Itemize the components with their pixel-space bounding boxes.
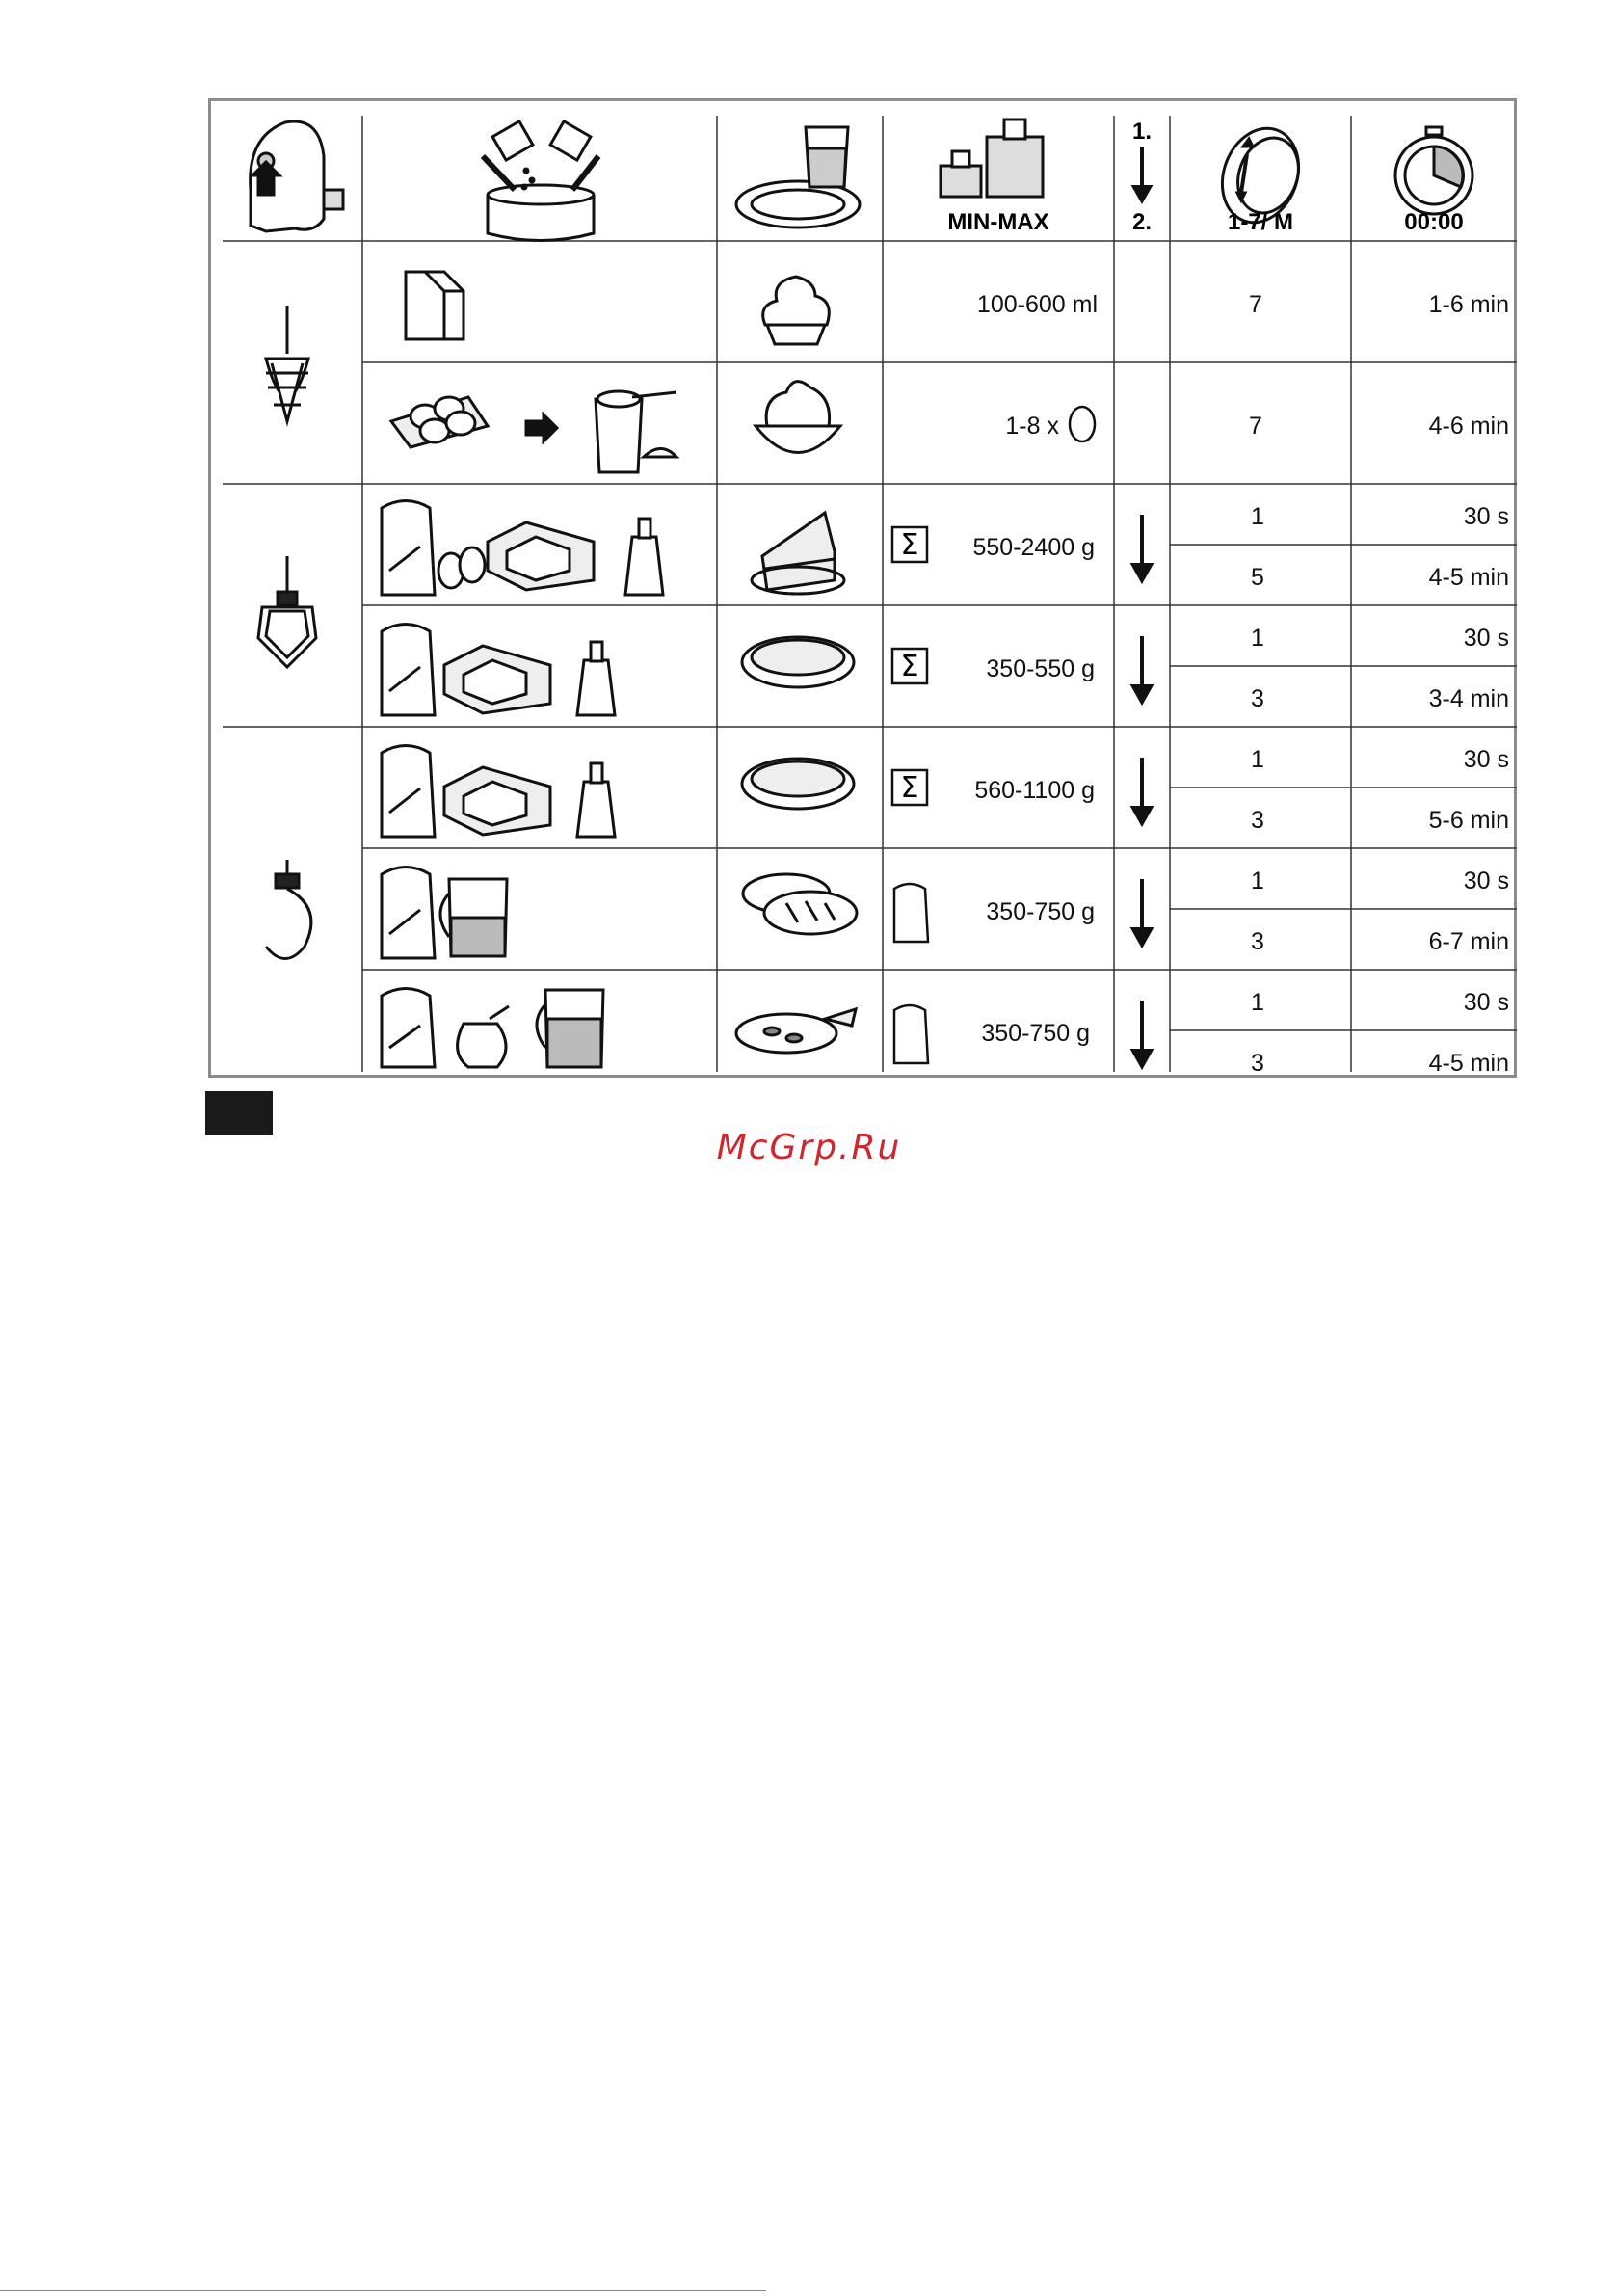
sum-symbol: Σ — [900, 771, 919, 805]
sugar-shaker-icon — [577, 763, 615, 837]
time-row-1: 1-6 min — [1428, 291, 1509, 318]
speed-header-label: 1-7/ M — [1227, 209, 1294, 235]
sugar-shaker-icon — [625, 519, 663, 595]
speed1-row-4: 1 — [1251, 625, 1264, 652]
speed2-row-7: 3 — [1251, 1050, 1264, 1077]
whipped-cream-bowl-icon — [756, 382, 840, 453]
speed2-row-5: 3 — [1251, 807, 1264, 834]
time-header-label: 00:00 — [1404, 209, 1464, 235]
time2-row-6: 6-7 min — [1428, 928, 1509, 955]
butter-icon — [444, 646, 550, 713]
water-jug-icon — [440, 879, 507, 956]
water-jug-icon — [537, 990, 603, 1067]
flour-bag-icon — [382, 501, 435, 596]
time1-row-7: 30 s — [1463, 989, 1509, 1016]
amount-row-3: 550-2400 g — [972, 534, 1095, 561]
timer-icon — [1395, 127, 1472, 214]
order-arrow-icon — [1133, 515, 1151, 1066]
speed2-row-4: 3 — [1251, 685, 1264, 712]
cake-slice-icon — [752, 513, 844, 594]
butter-icon — [488, 522, 594, 590]
flour-bag-icon — [382, 989, 435, 1068]
pouring-ingredients-icon — [483, 121, 598, 241]
weight-header-label: MIN-MAX — [947, 209, 1049, 235]
step-2-label: 2. — [1131, 209, 1153, 235]
egg-separator-icon — [596, 391, 676, 472]
weights-icon — [941, 120, 1043, 197]
time2-row-7: 4-5 min — [1428, 1050, 1509, 1077]
tart-icon — [742, 637, 854, 687]
tart-icon — [742, 759, 854, 809]
speed2-row-3: 5 — [1251, 564, 1264, 591]
dough-hook-icon — [266, 860, 311, 959]
time-row-2: 4-6 min — [1428, 413, 1509, 440]
time1-row-4: 30 s — [1463, 625, 1509, 652]
time2-row-5: 5-6 min — [1428, 807, 1509, 834]
speed-row-1: 7 — [1249, 291, 1262, 318]
eggs-icon — [438, 547, 485, 588]
speed1-row-5: 1 — [1251, 746, 1264, 773]
amount-row-1: 100-600 ml — [976, 291, 1098, 318]
flour-bag-icon — [382, 746, 435, 838]
flour-bag-icon — [382, 625, 435, 716]
eggs-icon — [391, 397, 557, 447]
time1-row-5: 30 s — [1463, 746, 1509, 773]
oil-jug-icon — [458, 1006, 509, 1067]
speed-row-2: 7 — [1249, 413, 1262, 440]
step-1-label: 1. — [1131, 119, 1153, 145]
speed1-row-3: 1 — [1251, 503, 1264, 530]
amount-row-7: 350-750 g — [981, 1020, 1090, 1047]
speed2-row-6: 3 — [1251, 928, 1264, 955]
plate-glass-icon — [736, 127, 860, 227]
beater-icon — [258, 556, 316, 667]
watermark: McGrp.Ru — [716, 1128, 902, 1167]
flour-bag-icon — [382, 868, 435, 959]
amount-row-5: 560-1100 g — [974, 777, 1095, 804]
order-arrow-icon — [1134, 147, 1150, 200]
speed1-row-6: 1 — [1251, 868, 1264, 894]
bread-icon — [743, 874, 857, 934]
time2-row-4: 3-4 min — [1428, 685, 1509, 712]
page-bottom-rule — [0, 2290, 766, 2291]
time1-row-6: 30 s — [1463, 868, 1509, 894]
butter-icon — [444, 767, 550, 835]
time1-row-3: 30 s — [1463, 503, 1509, 530]
amount-row-2: 1-8 x — [1005, 413, 1059, 440]
sum-symbol: Σ — [900, 528, 919, 562]
flour-bag-icon — [894, 884, 928, 1063]
egg-outline-icon — [1070, 407, 1095, 441]
pizza-icon — [736, 1009, 856, 1053]
sum-symbol: Σ — [900, 650, 919, 683]
amount-row-6: 350-750 g — [986, 898, 1095, 925]
amount-row-4: 350-550 g — [986, 655, 1095, 682]
cream-cupcake-icon — [763, 277, 830, 344]
time2-row-3: 4-5 min — [1428, 564, 1509, 591]
milk-carton-icon — [406, 272, 464, 339]
recipe-table — [208, 98, 1517, 1078]
sugar-shaker-icon — [577, 642, 615, 715]
whisk-icon — [266, 306, 308, 421]
speed1-row-7: 1 — [1251, 989, 1264, 1016]
mixer-head-icon — [251, 121, 343, 231]
